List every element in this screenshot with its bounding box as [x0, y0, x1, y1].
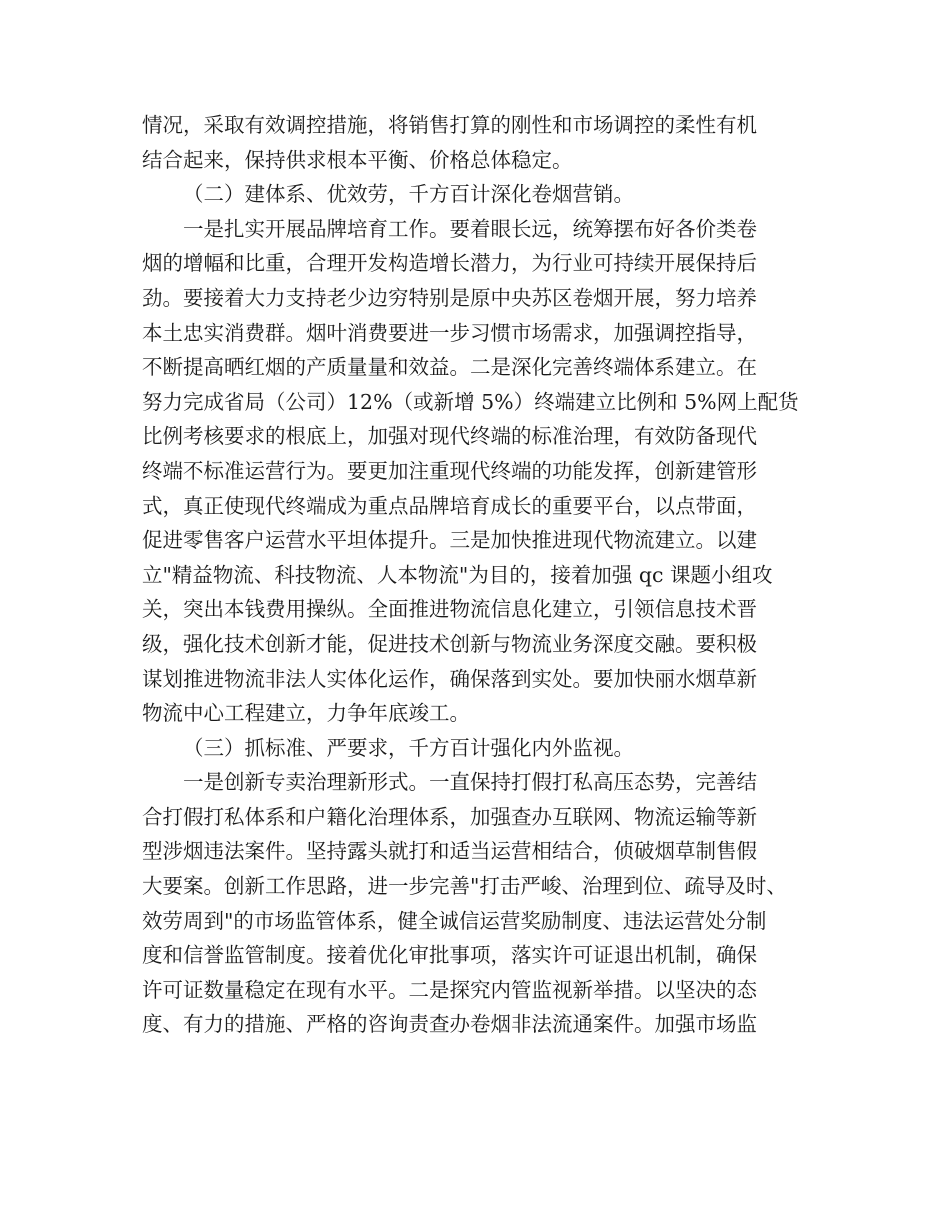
- text-line: 型涉烟违法案件。坚持露头就打和适当运营相结合，侦破烟草制售假: [142, 839, 757, 864]
- text-line: 谋划推进物流非法人实体化运作，确保落到实处。要加快丽水烟草新: [142, 666, 757, 691]
- text-line: 一是创新专卖治理新形式。一直保持打假打私高压态势，完善结: [183, 770, 757, 795]
- text-line: 促进零售客户运营水平坦体提升。三是加快推进现代物流建立。以建: [142, 528, 757, 553]
- text-line: 烟的增幅和比重，合理开发构造增长潜力，为行业可持续开展保持后: [142, 251, 757, 276]
- text-line: 努力完成省局（公司）12%（或新增 5%）终端建立比例和 5%网上配货: [142, 389, 799, 414]
- text-line: 一是扎实开展品牌培育工作。要着眼长远，统筹摆布好各价类卷: [183, 216, 757, 241]
- text-line: 劲。要接着大力支持老少边穷特别是原中央苏区卷烟开展，努力培养: [142, 285, 757, 310]
- text-line: 本土忠实消费群。烟叶消费要进一步习惯市场需求，加强调控指导，: [142, 320, 757, 345]
- text-line: 效劳周到"的市场监管体系，健全诚信运营奖励制度、违法运营处分制: [142, 908, 767, 933]
- text-line: 度、有力的措施、严格的咨询责查办卷烟非法流通案件。加强市场监: [142, 1012, 757, 1037]
- text-line: 情况，采取有效调控措施，将销售打算的刚性和市场调控的柔性有机: [142, 113, 757, 137]
- text-line: （二）建体系、优效劳，千方百计深化卷烟营销。: [183, 182, 634, 207]
- text-line: 立"精益物流、科技物流、人本物流"为目的，接着加强 qc 课题小组攻: [142, 562, 773, 587]
- text-line: 物流中心工程建立，力争年底竣工。: [142, 701, 470, 726]
- text-line: 大要案。创新工作思路，进一步完善"打击严峻、治理到位、疏导及时、: [142, 874, 787, 899]
- text-line: 比例考核要求的根底上，加强对现代终端的标准治理，有效防备现代: [142, 424, 757, 449]
- text-line: 终端不标准运营行为。要更加注重现代终端的功能发挥，创新建管形: [142, 458, 757, 483]
- body-text: [142, 108, 822, 1042]
- text-line: 级，强化技术创新才能，促进技术创新与物流业务深度交融。要积极: [142, 631, 757, 656]
- text-line: 许可证数量稳定在现有水平。二是探究内管监视新举措。以坚决的态: [142, 977, 757, 1002]
- text-line: 合打假打私体系和户籍化治理体系，加强查办互联网、物流运输等新: [142, 804, 757, 829]
- text-line: 关，突出本钱费用操纵。全面推进物流信息化建立，引领信息技术晋: [142, 597, 757, 622]
- text-line: （三）抓标准、严要求，千方百计强化内外监视。: [183, 735, 634, 760]
- text-line: 结合起来，保持供求根本平衡、价格总体稳定。: [142, 147, 573, 172]
- text-line: 式，真正使现代终端成为重点品牌培育成长的重要平台，以点带面，: [142, 493, 757, 518]
- text-line: 不断提高晒红烟的产质量量和效益。二是深化完善终端体系建立。在: [142, 355, 757, 380]
- text-line: 度和信誉监管制度。接着优化审批事项，落实许可证退出机制，确保: [142, 943, 757, 968]
